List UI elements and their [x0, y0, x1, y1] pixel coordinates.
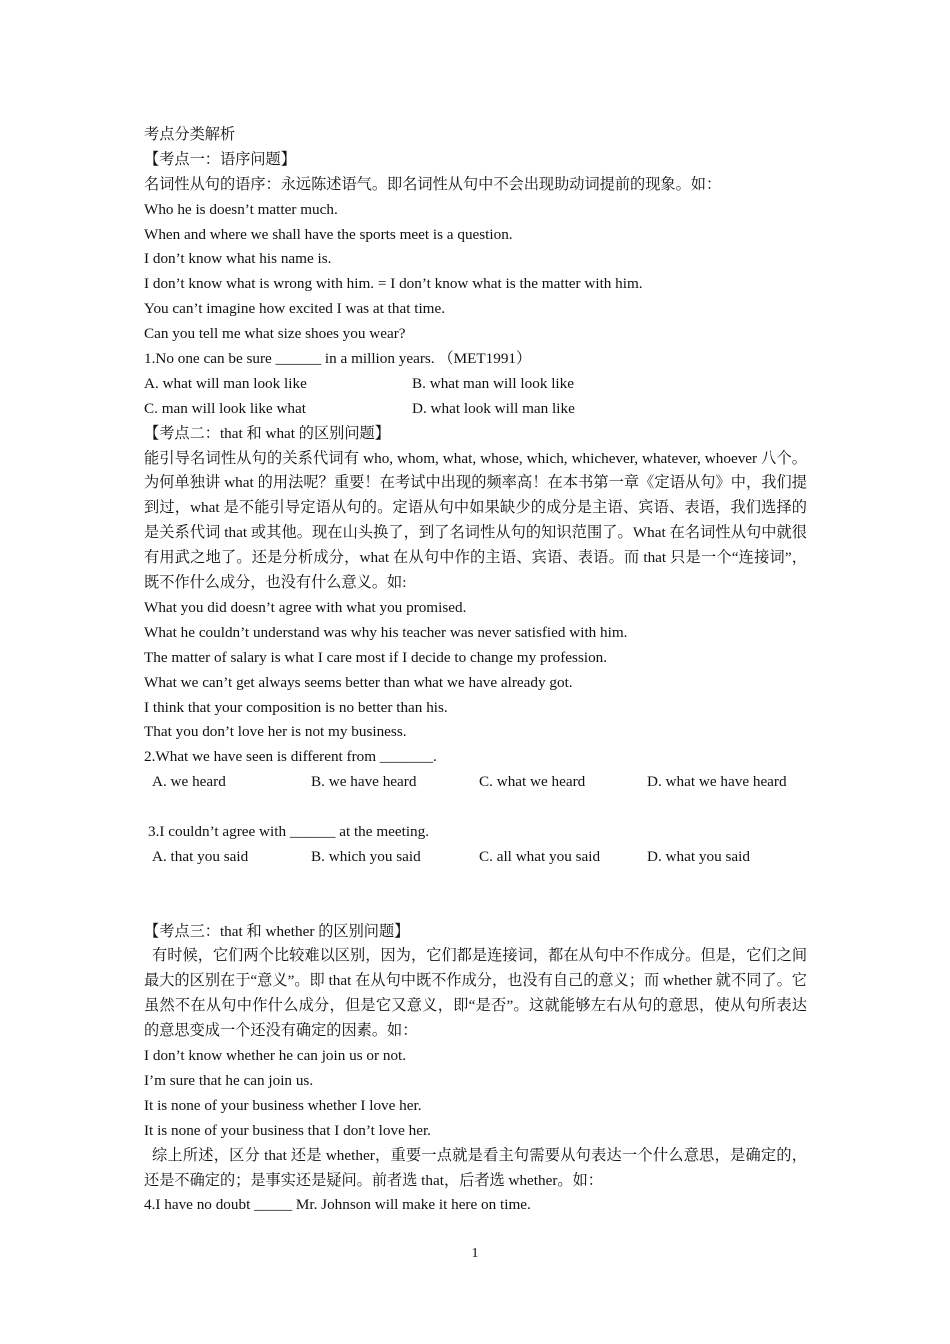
section-3-paragraph-1: 有时候，它们两个比较难以区别，因为，它们都是连接词，都在从句中不作成分。但是，它们之间最大的区别在于“意义”。即 that 在从句中既不作成分，也没有自己的意义；而 whether 就不同了。它虽然不在从句中作什么成分，但是它又意义，即“是否”。这就能够左右从句的意思，使从句所表达的意思变成一个还没有确定的因素。如：	[144, 947, 807, 1040]
section-3-title: 【考点三：that 和 whether 的区别问题】	[144, 922, 410, 940]
example-sentence: Who he is doesn’t matter much.	[144, 200, 338, 218]
section-3-paragraph-2: 综上所述，区分 that 还是 whether，重要一点就是看主句需要从句表达一个什么意思，是确定的，还是不确定的；是事实还是疑问。前者选 that，后者选 whether。如：	[144, 1146, 807, 1189]
example-sentence: The matter of salary is what I care most if I decide to change my profession.	[144, 648, 608, 666]
section-1-intro: 名词性从句的语序：永远陈述语气。即名词性从句中不会出现助动词提前的现象。如：	[144, 175, 722, 193]
spacer	[144, 870, 807, 895]
example-sentence: That you don’t love her is not my business.	[144, 723, 407, 741]
question-4-stem: 4.I have no doubt _____ Mr. Johnson will make it here on time.	[144, 1196, 531, 1214]
example-sentence: What we can’t get always seems better than what we have already got.	[144, 673, 573, 691]
section-1-title: 【考点一：语序问题】	[144, 150, 296, 168]
example-sentence: Can you tell me what size shoes you wear?	[144, 325, 406, 343]
question-3-stem: 3.I couldn’t agree with ______ at the meeting.	[148, 823, 430, 841]
example-sentence: I don’t know what is wrong with him. = I don’t know what is the matter with him.	[144, 275, 643, 293]
option-d: D. what you said	[647, 847, 750, 865]
option-c: C. all what you said	[479, 847, 601, 865]
section-2-title: 【考点二：that 和 what 的区别问题】	[144, 424, 390, 442]
example-sentence: I don’t know whether he can join us or not.	[144, 1047, 407, 1065]
option-b: B. we have heard	[311, 773, 417, 791]
option-a: A. what will man look like	[144, 374, 307, 392]
question-1-options-row-2	[144, 397, 807, 422]
option-a: A. that you said	[152, 847, 249, 865]
spacer	[144, 795, 807, 820]
option-a: A. we heard	[152, 773, 226, 791]
question-3-options	[144, 845, 807, 870]
section-2-paragraph: 能引导名词性从句的关系代词有 who, whom, what, whose, which, whichever, whatever, whoever 八个。为何单独讲 what 的用法呢？重要！在考试中出现的频率高！在本书第一章《定语从句》中，我们提到过，what 是不能引导定语从句的。定语从句中如果缺少的成分是主语、宾语、表语，我们选择的是关系代词 that 或其他。现在山头换了，到了名词性从句的知识范围了。What 在名词性从句中就很有用武之地了。还是分析成分，what 在从句中作的主语、宾语、表语。而 that 只是一个“连接词”，既不作什么成分，也没有什么意义。如:	[144, 449, 807, 592]
example-sentence: It is none of your business whether I love her.	[144, 1096, 422, 1114]
example-sentence: When and where we shall have the sports meet is a question.	[144, 225, 513, 243]
question-1-options-row-1	[144, 372, 807, 397]
example-sentence: What he couldn’t understand was why his teacher was never satisfied with him.	[144, 623, 628, 641]
section-heading: 考点分类解析	[144, 126, 236, 143]
question-2-stem: 2.What we have seen is different from _______.	[144, 748, 437, 766]
question-2-options	[144, 770, 807, 795]
page-number: 1	[471, 1246, 479, 1261]
option-b: B. which you said	[311, 847, 421, 865]
option-b: B. what man will look like	[412, 374, 574, 392]
example-sentence: I’m sure that he can join us.	[144, 1072, 314, 1089]
spacer	[144, 895, 807, 920]
example-sentence: I think that your composition is no better than his.	[144, 698, 448, 716]
option-d: D. what look will man like	[412, 399, 575, 417]
option-c: C. man will look like what	[144, 399, 306, 417]
option-d: D. what we have heard	[647, 773, 787, 791]
question-1-stem: 1.No one can be sure ______ in a million years. （MET1991）	[144, 350, 532, 368]
example-sentence: What you did doesn’t agree with what you promised.	[144, 599, 467, 617]
option-c: C. what we heard	[479, 773, 586, 791]
page-content	[144, 123, 807, 1218]
example-sentence: I don’t know what his name is.	[144, 250, 332, 268]
example-sentence: It is none of your business that I don’t love her.	[144, 1121, 431, 1139]
example-sentence: You can’t imagine how excited I was at that time.	[144, 300, 446, 318]
